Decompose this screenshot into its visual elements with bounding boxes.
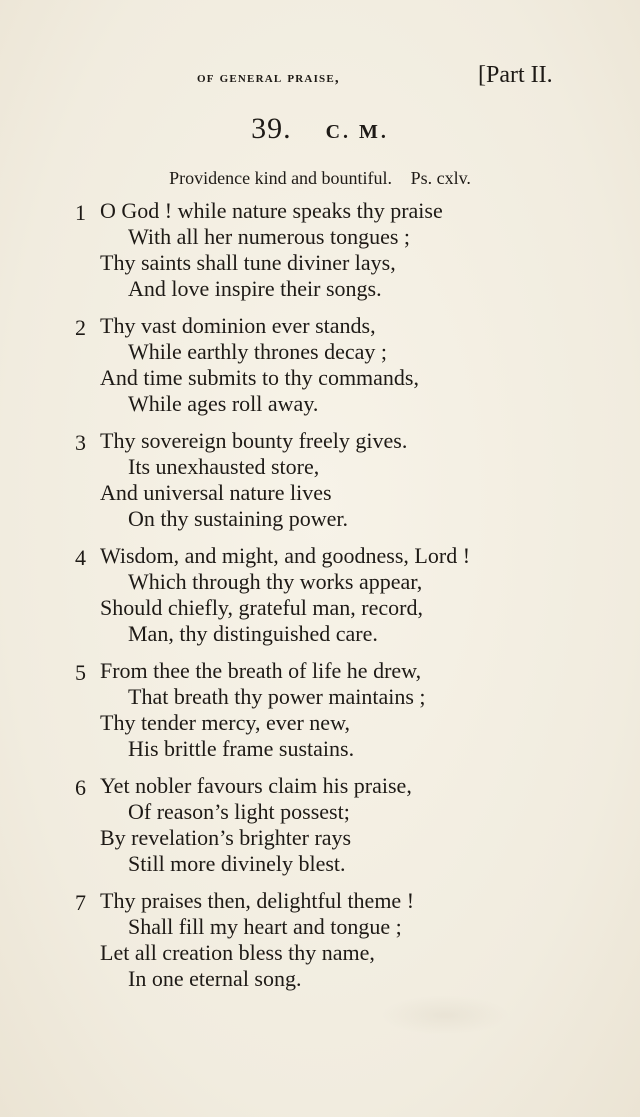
verse-line: Thy sovereign bounty freely gives. (100, 428, 408, 453)
verse-line: Thy tender mercy, ever new, (100, 710, 351, 735)
verse-line: His brittle frame sustains. (128, 736, 355, 761)
verse-line: Wisdom, and might, and goodness, Lord ! (100, 543, 471, 568)
stanza-number: 2 (75, 315, 86, 340)
running-head (0, 62, 640, 96)
stanza-5 (0, 658, 640, 773)
verse-line: Yet nobler favours claim his praise, (100, 773, 412, 798)
verse-line: With all her numerous tongues ; (128, 224, 411, 249)
verse-line: And time submits to thy commands, (100, 365, 419, 390)
stanza-number: 5 (75, 660, 86, 685)
hymn-number: 39. (251, 112, 292, 145)
stanza-2 (0, 313, 640, 428)
subtitle-text: Providence kind and bountiful. (169, 168, 393, 188)
stanza-4 (0, 543, 640, 658)
verse-line: Let all creation bless thy name, (100, 940, 375, 965)
running-title: of general praise, (197, 70, 340, 86)
stanza-1 (0, 198, 640, 313)
stanza-3 (0, 428, 640, 543)
paper-stain (380, 995, 510, 1035)
part-label: [Part II. (478, 62, 553, 88)
stanza-number: 3 (75, 430, 86, 455)
verse-line: Thy praises then, delightful theme ! (100, 888, 415, 913)
verse-line: Man, thy distinguished care. (128, 621, 378, 646)
verse-line: Thy saints shall tune diviner lays, (100, 250, 396, 275)
verse-line: Thy vast dominion ever stands, (100, 313, 376, 338)
verse-line: On thy sustaining power. (128, 506, 348, 531)
verse-line: That breath thy power maintains ; (128, 684, 426, 709)
verse-line: In one eternal song. (128, 966, 302, 991)
scripture-reference: Ps. cxlv. (410, 168, 471, 188)
verse-line: While ages roll away. (128, 391, 319, 416)
verse-line: Its unexhausted store, (128, 454, 320, 479)
verse-line: And love inspire their songs. (128, 276, 382, 301)
verse-line: By revelation’s brighter rays (100, 825, 352, 850)
stanza-number: 7 (75, 890, 86, 915)
verse-line: While earthly thrones decay ; (128, 339, 388, 364)
hymn-heading (0, 112, 640, 146)
stanza-number: 4 (75, 545, 86, 570)
verse-line: O God ! while nature speaks thy praise (100, 198, 443, 223)
hymn-subtitle (0, 168, 640, 189)
hymn-meter: C. M. (325, 121, 389, 143)
stanza-6 (0, 773, 640, 888)
verse-line: Shall fill my heart and tongue ; (128, 914, 402, 939)
stanza-number: 1 (75, 200, 86, 225)
verse-line: Of reason’s light possest; (128, 799, 350, 824)
stanza-list (0, 198, 640, 1003)
stanza-7 (0, 888, 640, 1003)
verse-line: Still more divinely blest. (128, 851, 346, 876)
stanza-number: 6 (75, 775, 86, 800)
verse-line: Should chiefly, grateful man, record, (100, 595, 423, 620)
verse-line: From thee the breath of life he drew, (100, 658, 422, 683)
verse-line: And universal nature lives (100, 480, 332, 505)
verse-line: Which through thy works appear, (128, 569, 423, 594)
